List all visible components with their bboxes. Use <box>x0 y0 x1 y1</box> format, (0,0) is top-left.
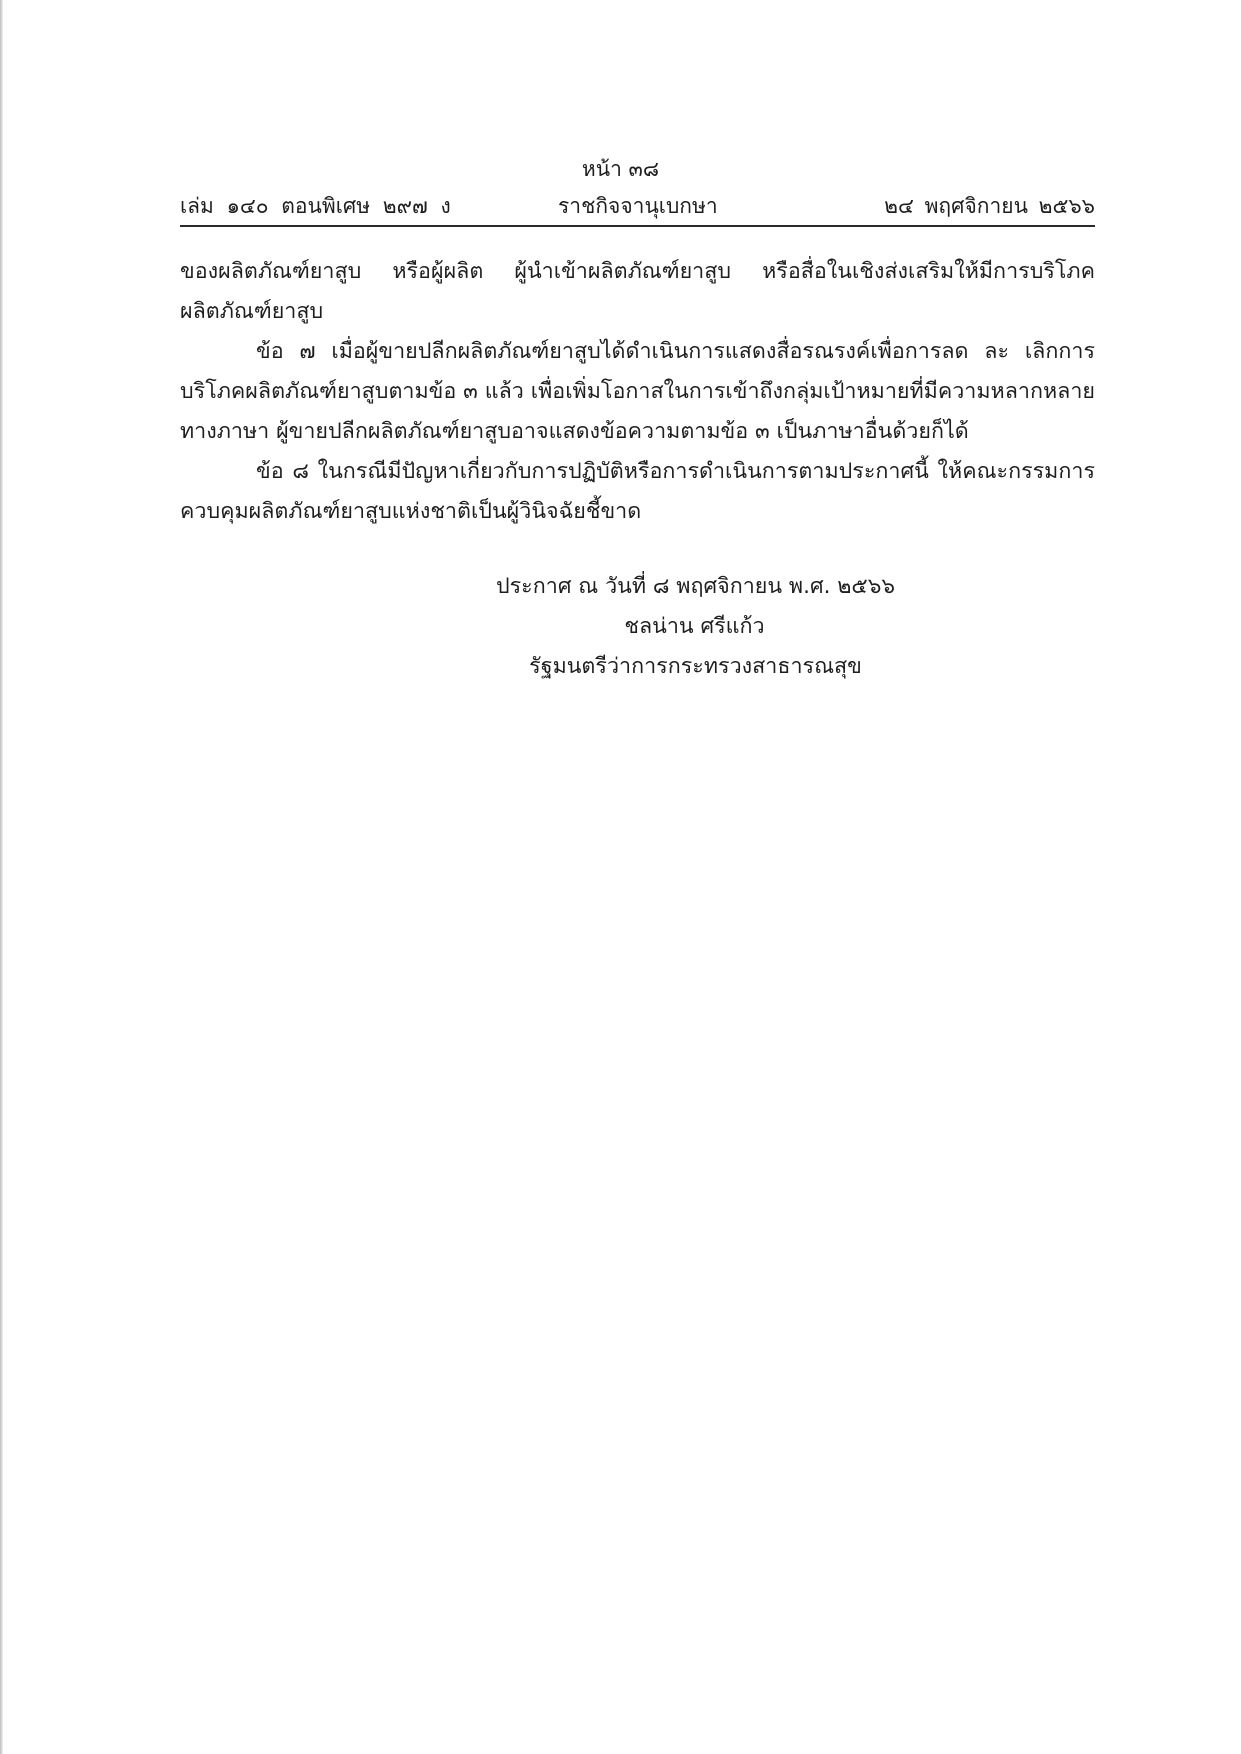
signatory-name: ชลน่าน ศรีแก้ว <box>624 614 765 639</box>
publication-date: ๒๔ พฤศจิกายน ๒๕๖๖ <box>884 194 1095 218</box>
publication-name: ราชกิจจานุเบกษา <box>558 194 718 218</box>
header-divider <box>180 225 1095 227</box>
scan-edge <box>0 0 3 1754</box>
clause-7: ข้อ ๗ เมื่อผู้ขายปลีกผลิตภัณฑ์ยาสูบได้ดำเนินการแสดงสื่อรณรงค์เพื่อการลด ละ เลิกการบริโภคผลิตภัณฑ์ยาสูบตามข้อ ๓ แล้ว เพื่อเพิ่มโอกาสในการเข้าถึงกลุ่มเป้าหมายที่มีความหลากหลายทางภาษา ผู้ขายปลีกผลิตภัณฑ์ยาสูบอาจแสดงข้อความตามข้อ ๓ เป็นภาษาอื่นด้วยก็ได้ <box>180 339 1095 444</box>
signatory-position: รัฐมนตรีว่าการกระทรวงสาธารณสุข <box>529 654 862 679</box>
page-number: หน้า ๓๘ <box>581 157 660 181</box>
gazette-header <box>180 190 1095 220</box>
paragraph-continuation: ของผลิตภัณฑ์ยาสูบ หรือผู้ผลิต ผู้นำเข้าผลิตภัณฑ์ยาสูบ หรือสื่อในเชิงส่งเสริมให้มีการบริโภคผลิตภัณฑ์ยาสูบ <box>180 259 1095 324</box>
volume-issue: เล่ม ๑๔๐ ตอนพิเศษ ๒๙๗ ง <box>180 194 451 218</box>
announcement-date: ประกาศ ณ วันที่ ๘ พฤศจิกายน พ.ศ. ๒๕๖๖ <box>495 574 895 599</box>
clause-8: ข้อ ๘ ในกรณีมีปัญหาเกี่ยวกับการปฏิบัติหรือการดำเนินการตามประกาศนี้ ให้คณะกรรมการควบคุมผลิตภัณฑ์ยาสูบแห่งชาติเป็นผู้วินิจฉัยชี้ขาด <box>180 459 1095 524</box>
document-body <box>180 252 1095 532</box>
signature-block <box>0 567 1241 687</box>
